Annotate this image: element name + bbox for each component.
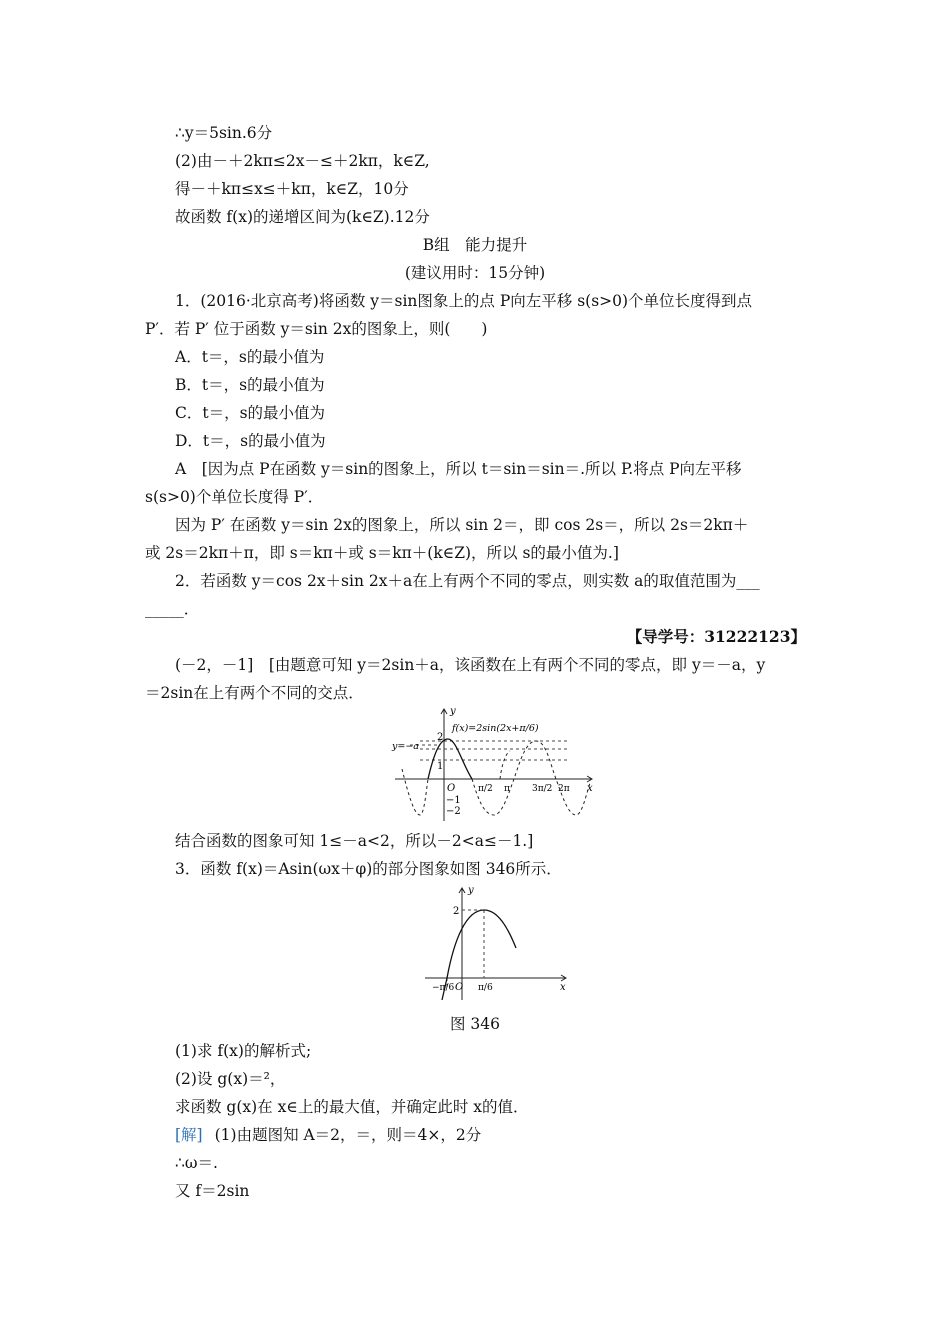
answer-1: 因为 P′ 在函数 y＝sin 2x的图象上，所以 sin 2＝，即 cos 2s＝，所以 2s＝2kπ＋ bbox=[175, 516, 749, 534]
x-tick: 2π bbox=[558, 784, 570, 794]
y-tick: 2 bbox=[453, 906, 460, 917]
option-a: A．t＝，s的最小值为 bbox=[175, 348, 325, 366]
answer-2-conclusion: 结合函数的图象可知 1≤－a<2，所以－2<a≤－1.] bbox=[175, 832, 534, 850]
y-tick: −1 bbox=[446, 795, 461, 806]
guide-number: 【导学号：31222123】 bbox=[626, 627, 806, 646]
solution-line: ∴ω＝. bbox=[175, 1154, 218, 1172]
x-tick: π/6 bbox=[478, 983, 493, 993]
x-tick: −π/6 bbox=[432, 983, 455, 993]
question-1: 1．(2016·北京高考)将函数 y＝sin图象上的点 P向左平移 s(s>0)个单位长度得到点 bbox=[175, 292, 753, 310]
y-tick: 1 bbox=[437, 761, 444, 772]
y-equals-minus-a-label: y=−a bbox=[392, 741, 419, 752]
answer-1: 或 2s＝2kπ＋π，即 s＝kπ＋或 s＝kπ＋(k∈Z)，所以 s的最小值为.] bbox=[145, 544, 619, 562]
question-1-cont: P′．若 P′ 位于函数 y＝sin 2x的图象上，则( ) bbox=[145, 320, 488, 338]
answer-2: ＝2sin在上有两个不同的交点． bbox=[145, 684, 364, 702]
answer-1: s(s>0)个单位长度得 P′． bbox=[145, 488, 324, 506]
question-3-part-2: (2)设 g(x)＝²， bbox=[175, 1070, 286, 1088]
solution-text: (1)由题图知 A＝2，＝，则＝4×，2分 bbox=[214, 1126, 482, 1144]
x-tick: π bbox=[504, 784, 510, 794]
text-line: 得－＋kπ≤x≤＋kπ，k∈Z，10分 bbox=[175, 180, 409, 198]
y-tick: 2 bbox=[437, 732, 444, 743]
solution-line bbox=[175, 1125, 481, 1145]
section-title: B组 能力提升 bbox=[422, 236, 528, 254]
figure-caption: 图 346 bbox=[449, 1015, 500, 1033]
section-time: (建议用时：15分钟) bbox=[404, 264, 546, 282]
question-3: 3．函数 f(x)＝Asin(ωx＋φ)的部分图象如图 346所示． bbox=[175, 860, 562, 878]
text-line: (2)由－＋2kπ≤2x－≤＋2kπ，k∈Z, bbox=[175, 152, 430, 170]
solution-line: 又 f＝2sin bbox=[175, 1182, 250, 1200]
question-2: 2．若函数 y＝cos 2x＋sin 2x＋a在上有两个不同的零点，则实数 a的取值范围为___ bbox=[175, 572, 760, 590]
figure-346 bbox=[420, 882, 570, 1002]
x-axis-label: x bbox=[560, 982, 566, 993]
solution-tag: [解] bbox=[175, 1126, 203, 1144]
y-tick: −2 bbox=[446, 806, 461, 817]
text-line: ∴y＝5sin.6分 bbox=[175, 124, 273, 142]
y-axis-label: y bbox=[450, 706, 456, 717]
y-axis-label: y bbox=[468, 885, 474, 896]
x-tick: π/2 bbox=[478, 784, 493, 794]
option-c: C．t＝，s的最小值为 bbox=[175, 404, 326, 422]
option-d: D．t＝，s的最小值为 bbox=[175, 432, 326, 450]
x-axis-label: x bbox=[587, 783, 593, 794]
question-3-part-1: (1)求 f(x)的解析式; bbox=[175, 1042, 312, 1060]
function-label: f(x)=2sin(2x+π/6) bbox=[452, 723, 539, 734]
x-tick: 3π/2 bbox=[532, 784, 553, 794]
answer-1: A [因为点 P在函数 y＝sin的图象上，所以 t＝sin＝sin＝.所以 P.将点 P向左平移 bbox=[175, 460, 742, 478]
text-line: 故函数 f(x)的递增区间为(k∈Z).12分 bbox=[175, 208, 430, 226]
answer-2: (－2，－1] [由题意可知 y＝2sin＋a，该函数在上有两个不同的零点，即 y＝－a，y bbox=[175, 656, 766, 674]
option-b: B．t＝，s的最小值为 bbox=[175, 376, 325, 394]
sine-graph-figure bbox=[390, 703, 600, 823]
question-3-part-2-cont: 求函数 g(x)在 x∈上的最大值，并确定此时 x的值． bbox=[175, 1098, 529, 1116]
origin-label: O bbox=[447, 783, 456, 794]
question-2-cont: _____． bbox=[145, 600, 200, 618]
origin-label: O bbox=[455, 982, 464, 993]
